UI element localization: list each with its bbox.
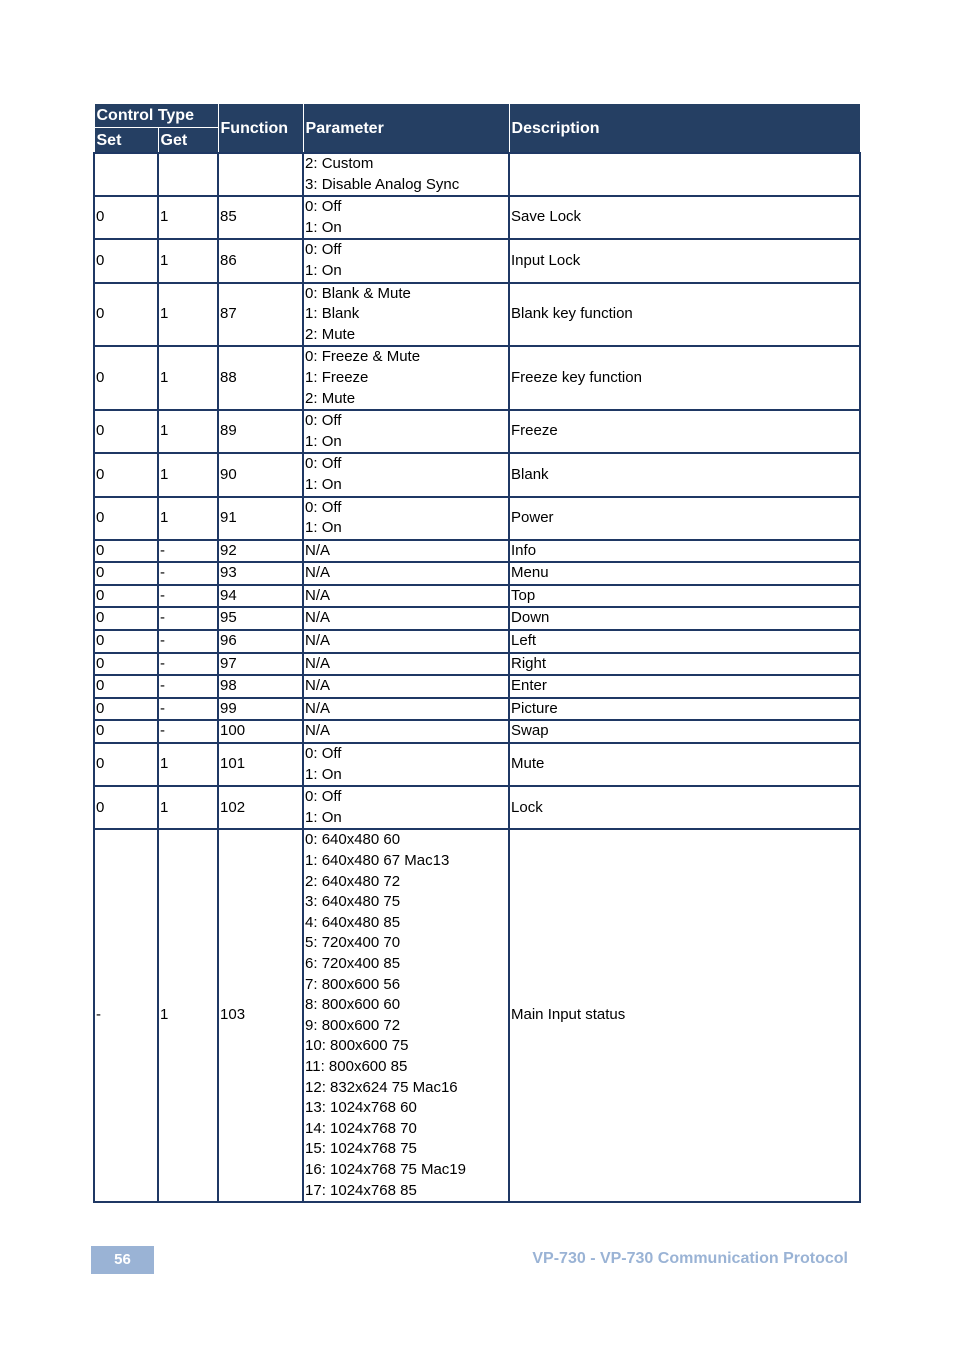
cell-par: 0: 640x480 60 1: 640x480 67 Mac13 2: 640x480 72 3: 640x480 75 4: 640x480 85 5: 720x400 70 6: 720x400 85 7: 800x600 56 8: 800x600 60 9: 800x600 72 10: 800x600 75 11: 800x600 85 12: 832x624 75 Mac16 13: 1024x768 60 14: 1024x768 70 15: 1024x768 75 16: 1024x768 75 Mac19 17: 1024x768 85 [303, 829, 509, 1202]
cell-desc: Swap [509, 720, 860, 743]
table-row [94, 585, 860, 608]
cell-par: N/A [303, 675, 509, 698]
cell-fn [218, 153, 303, 196]
cell-desc: Blank key function [509, 283, 860, 347]
cell-par: 0: Off 1: On [303, 786, 509, 829]
cell-fn: 99 [218, 698, 303, 721]
cell-desc: Freeze key function [509, 346, 860, 410]
cell-get: - [158, 562, 218, 585]
table-row [94, 720, 860, 743]
cell-set: 0 [94, 743, 158, 786]
cell-fn: 85 [218, 196, 303, 239]
cell-set: 0 [94, 720, 158, 743]
table-row [94, 196, 860, 239]
cell-set: 0 [94, 239, 158, 282]
page-number: 56 [91, 1246, 154, 1274]
cell-set: 0 [94, 453, 158, 496]
cell-desc: Picture [509, 698, 860, 721]
cell-desc: Right [509, 653, 860, 676]
cell-fn: 90 [218, 453, 303, 496]
cell-fn: 97 [218, 653, 303, 676]
table-row [94, 630, 860, 653]
cell-get: 1 [158, 283, 218, 347]
table-row [94, 698, 860, 721]
cell-desc: Down [509, 607, 860, 630]
table-row [94, 283, 860, 347]
cell-desc: Info [509, 540, 860, 563]
cell-get [158, 153, 218, 196]
cell-par: 0: Freeze & Mute 1: Freeze 2: Mute [303, 346, 509, 410]
cell-set: 0 [94, 196, 158, 239]
table-row [94, 607, 860, 630]
table-row [94, 786, 860, 829]
cell-desc: Freeze [509, 410, 860, 453]
cell-par: N/A [303, 607, 509, 630]
table-row [94, 675, 860, 698]
table-header [94, 104, 860, 154]
table-body [94, 153, 860, 1202]
cell-desc: Top [509, 585, 860, 608]
cell-par: N/A [303, 698, 509, 721]
cell-par: 0: Off 1: On [303, 410, 509, 453]
cell-get: 1 [158, 346, 218, 410]
cell-fn: 102 [218, 786, 303, 829]
cell-desc: Enter [509, 675, 860, 698]
cell-desc: Power [509, 497, 860, 540]
header-set: Set [94, 128, 158, 154]
cell-desc: Save Lock [509, 196, 860, 239]
table-row [94, 653, 860, 676]
cell-fn: 87 [218, 283, 303, 347]
cell-fn: 96 [218, 630, 303, 653]
cell-get: 1 [158, 453, 218, 496]
cell-desc [509, 153, 860, 196]
cell-fn: 103 [218, 829, 303, 1202]
cell-fn: 95 [218, 607, 303, 630]
cell-get: 1 [158, 497, 218, 540]
cell-par: N/A [303, 653, 509, 676]
table-row [94, 829, 860, 1202]
cell-par: N/A [303, 630, 509, 653]
cell-fn: 93 [218, 562, 303, 585]
header-function: Function [218, 104, 303, 154]
cell-set: 0 [94, 630, 158, 653]
table-row [94, 346, 860, 410]
cell-fn: 92 [218, 540, 303, 563]
cell-par: N/A [303, 540, 509, 563]
cell-par: 0: Off 1: On [303, 239, 509, 282]
cell-set: - [94, 829, 158, 1202]
cell-set [94, 153, 158, 196]
cell-desc: Menu [509, 562, 860, 585]
cell-set: 0 [94, 675, 158, 698]
cell-get: - [158, 630, 218, 653]
cell-par: N/A [303, 720, 509, 743]
table-row [94, 239, 860, 282]
table-row [94, 540, 860, 563]
cell-set: 0 [94, 786, 158, 829]
cell-fn: 89 [218, 410, 303, 453]
cell-set: 0 [94, 698, 158, 721]
cell-par: 0: Off 1: On [303, 196, 509, 239]
cell-desc: Lock [509, 786, 860, 829]
table-row [94, 562, 860, 585]
cell-get: - [158, 653, 218, 676]
cell-par: 2: Custom 3: Disable Analog Sync [303, 153, 509, 196]
cell-set: 0 [94, 562, 158, 585]
header-description: Description [509, 104, 860, 154]
cell-par: 0: Off 1: On [303, 497, 509, 540]
protocol-table [93, 103, 861, 1203]
cell-set: 0 [94, 346, 158, 410]
table-row [94, 153, 860, 196]
cell-desc: Mute [509, 743, 860, 786]
cell-get: 1 [158, 239, 218, 282]
cell-fn: 100 [218, 720, 303, 743]
cell-par: N/A [303, 562, 509, 585]
cell-get: 1 [158, 786, 218, 829]
cell-fn: 86 [218, 239, 303, 282]
cell-get: 1 [158, 196, 218, 239]
header-control-type: Control Type [94, 104, 218, 128]
cell-get: - [158, 607, 218, 630]
cell-get: 1 [158, 410, 218, 453]
cell-get: - [158, 720, 218, 743]
cell-fn: 91 [218, 497, 303, 540]
cell-fn: 88 [218, 346, 303, 410]
cell-get: 1 [158, 829, 218, 1202]
cell-par: N/A [303, 585, 509, 608]
cell-get: - [158, 675, 218, 698]
cell-desc: Input Lock [509, 239, 860, 282]
cell-set: 0 [94, 607, 158, 630]
cell-get: - [158, 585, 218, 608]
cell-set: 0 [94, 410, 158, 453]
cell-desc: Main Input status [509, 829, 860, 1202]
table-row [94, 497, 860, 540]
cell-set: 0 [94, 283, 158, 347]
header-parameter: Parameter [303, 104, 509, 154]
cell-par: 0: Off 1: On [303, 743, 509, 786]
cell-get: - [158, 540, 218, 563]
cell-get: - [158, 698, 218, 721]
table-row [94, 743, 860, 786]
cell-desc: Blank [509, 453, 860, 496]
cell-set: 0 [94, 497, 158, 540]
footer-title: VP-730 - VP-730 Communication Protocol [532, 1250, 848, 1267]
cell-par: 0: Blank & Mute 1: Blank 2: Mute [303, 283, 509, 347]
cell-set: 0 [94, 653, 158, 676]
table-row [94, 453, 860, 496]
cell-fn: 101 [218, 743, 303, 786]
cell-set: 0 [94, 540, 158, 563]
cell-par: 0: Off 1: On [303, 453, 509, 496]
cell-fn: 98 [218, 675, 303, 698]
cell-desc: Left [509, 630, 860, 653]
cell-get: 1 [158, 743, 218, 786]
header-get: Get [158, 128, 218, 154]
cell-set: 0 [94, 585, 158, 608]
table-row [94, 410, 860, 453]
cell-fn: 94 [218, 585, 303, 608]
